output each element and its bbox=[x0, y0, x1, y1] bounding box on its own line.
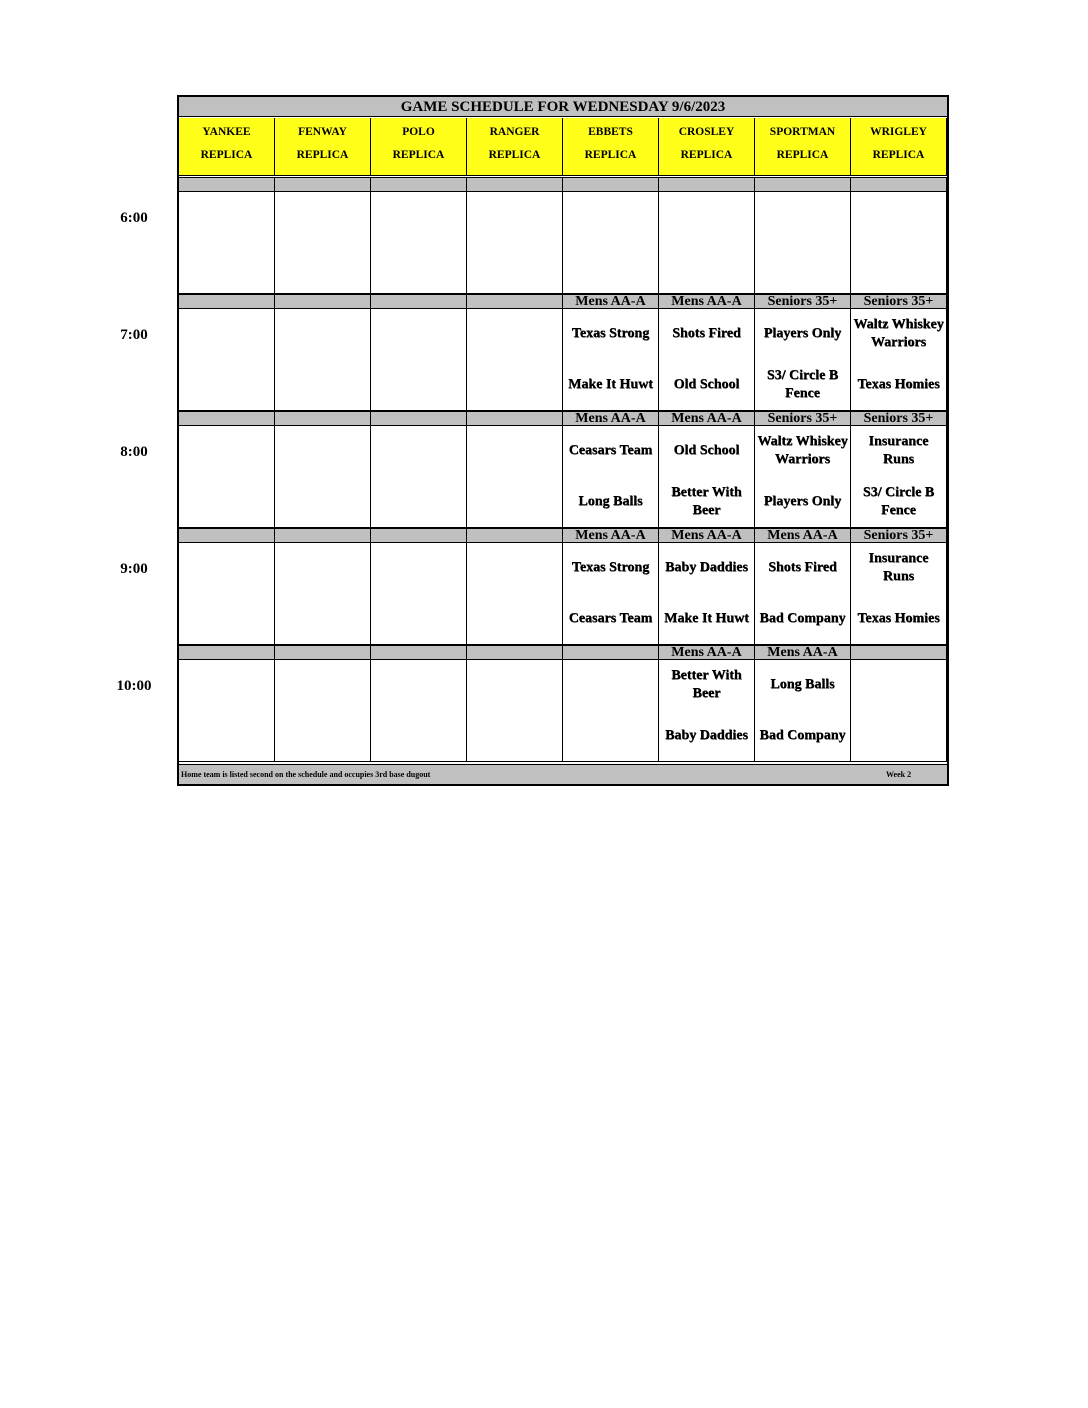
game-cell bbox=[851, 192, 947, 294]
game-cell bbox=[755, 309, 851, 411]
game-cell bbox=[371, 192, 467, 294]
time-label: 10:00 bbox=[116, 678, 152, 694]
division-label: Seniors 35+ bbox=[851, 411, 947, 426]
field-name: YANKEE bbox=[202, 126, 251, 138]
game-cell bbox=[467, 192, 563, 294]
game-cell bbox=[275, 543, 371, 645]
game-cell bbox=[371, 309, 467, 411]
division-label bbox=[371, 177, 467, 192]
field-header-yankee bbox=[179, 118, 275, 176]
division-label bbox=[179, 528, 275, 543]
game-cell bbox=[659, 543, 755, 645]
game-cell bbox=[851, 426, 947, 528]
field-name: SPORTMAN bbox=[769, 126, 836, 138]
division-label: Seniors 35+ bbox=[755, 294, 851, 309]
game-cell bbox=[467, 309, 563, 411]
home-team: Make It Huwt bbox=[568, 377, 653, 392]
division-label bbox=[179, 177, 275, 192]
game-cell bbox=[659, 192, 755, 294]
visiting-team: Long Balls bbox=[770, 677, 835, 692]
game-cell bbox=[179, 660, 275, 762]
field-subtitle: REPLICA bbox=[296, 149, 349, 161]
game-cell bbox=[275, 426, 371, 528]
division-label: Mens AA-A bbox=[659, 528, 755, 543]
game-cell bbox=[179, 543, 275, 645]
home-team: Bad Company bbox=[759, 611, 846, 626]
division-label: Mens AA-A bbox=[563, 411, 659, 426]
field-subtitle: REPLICA bbox=[200, 149, 253, 161]
game-cell bbox=[371, 543, 467, 645]
game-cell bbox=[563, 543, 659, 645]
visiting-team: Baby Daddies bbox=[665, 560, 748, 575]
home-team: Better With Beer bbox=[671, 485, 742, 518]
field-subtitle: REPLICA bbox=[488, 149, 541, 161]
home-team: Texas Homies bbox=[857, 377, 940, 392]
game-cell bbox=[659, 309, 755, 411]
field-subtitle: REPLICA bbox=[584, 149, 637, 161]
home-team: S3/ Circle B Fence bbox=[766, 368, 839, 401]
division-label bbox=[275, 294, 371, 309]
division-label bbox=[851, 645, 947, 660]
visiting-team: Shots Fired bbox=[672, 326, 741, 341]
game-cell bbox=[659, 660, 755, 762]
division-label bbox=[275, 528, 371, 543]
visiting-team: Ceasars Team bbox=[568, 443, 653, 458]
home-team: Long Balls bbox=[578, 494, 643, 509]
division-label bbox=[179, 645, 275, 660]
field-header-crosley bbox=[659, 118, 755, 176]
division-label: Mens AA-A bbox=[755, 528, 851, 543]
field-name: EBBETS bbox=[588, 126, 633, 138]
visiting-team: Better With Beer bbox=[671, 668, 742, 701]
division-label: Mens AA-A bbox=[563, 528, 659, 543]
game-cell bbox=[275, 309, 371, 411]
time-label: 9:00 bbox=[120, 561, 148, 577]
division-label bbox=[371, 294, 467, 309]
time-label: 8:00 bbox=[120, 444, 148, 460]
game-cell bbox=[563, 192, 659, 294]
field-header-ranger bbox=[467, 118, 563, 176]
game-cell bbox=[851, 543, 947, 645]
home-team: Make It Huwt bbox=[664, 611, 749, 626]
division-label bbox=[467, 528, 563, 543]
visiting-team: Insurance Runs bbox=[868, 551, 929, 584]
visiting-team: Shots Fired bbox=[768, 560, 837, 575]
home-team: Baby Daddies bbox=[665, 728, 748, 743]
division-label: Mens AA-A bbox=[563, 294, 659, 309]
home-team: Players Only bbox=[763, 494, 842, 509]
division-label bbox=[371, 411, 467, 426]
field-name: POLO bbox=[402, 126, 435, 138]
field-name: WRIGLEY bbox=[870, 126, 927, 138]
game-cell bbox=[179, 192, 275, 294]
field-header-fenway bbox=[275, 118, 371, 176]
division-label bbox=[467, 294, 563, 309]
division-label bbox=[563, 645, 659, 660]
division-label bbox=[275, 645, 371, 660]
schedule-title: GAME SCHEDULE FOR WEDNESDAY 9/6/2023 bbox=[179, 97, 947, 117]
visiting-team: Players Only bbox=[763, 326, 842, 341]
game-cell bbox=[851, 309, 947, 411]
division-label bbox=[275, 177, 371, 192]
home-team: Texas Homies bbox=[857, 611, 940, 626]
game-cell bbox=[467, 426, 563, 528]
home-team: Old School bbox=[673, 377, 740, 392]
game-cell bbox=[275, 192, 371, 294]
visiting-team: Old School bbox=[673, 443, 740, 458]
home-team: S3/ Circle B Fence bbox=[862, 485, 935, 518]
schedule-footer bbox=[179, 764, 947, 784]
game-cell bbox=[275, 660, 371, 762]
visiting-team: Insurance Runs bbox=[868, 434, 929, 467]
game-cell bbox=[755, 543, 851, 645]
division-label bbox=[179, 411, 275, 426]
division-label bbox=[563, 177, 659, 192]
division-label: Seniors 35+ bbox=[851, 294, 947, 309]
week-label: Week 2 bbox=[886, 770, 912, 779]
game-cell bbox=[755, 426, 851, 528]
field-name: FENWAY bbox=[298, 126, 347, 138]
field-header-polo bbox=[371, 118, 467, 176]
visiting-team: Waltz Whiskey Warriors bbox=[757, 434, 848, 467]
division-label bbox=[659, 177, 755, 192]
division-label bbox=[467, 411, 563, 426]
division-label bbox=[467, 645, 563, 660]
division-label bbox=[467, 177, 563, 192]
field-subtitle: REPLICA bbox=[776, 149, 829, 161]
game-cell bbox=[659, 426, 755, 528]
visiting-team: Texas Strong bbox=[571, 560, 650, 575]
division-label: Mens AA-A bbox=[659, 294, 755, 309]
time-label: 6:00 bbox=[120, 210, 148, 226]
division-label bbox=[275, 411, 371, 426]
visiting-team: Texas Strong bbox=[571, 326, 650, 341]
game-cell bbox=[563, 660, 659, 762]
game-cell bbox=[179, 426, 275, 528]
field-header-sportman bbox=[755, 118, 851, 176]
game-cell bbox=[371, 660, 467, 762]
game-cell bbox=[371, 426, 467, 528]
field-name: CROSLEY bbox=[678, 126, 735, 138]
division-label bbox=[371, 645, 467, 660]
division-label bbox=[371, 528, 467, 543]
field-subtitle: REPLICA bbox=[392, 149, 445, 161]
game-cell bbox=[563, 426, 659, 528]
home-team: Ceasars Team bbox=[568, 611, 653, 626]
division-label: Seniors 35+ bbox=[851, 528, 947, 543]
game-cell bbox=[467, 660, 563, 762]
division-label: Mens AA-A bbox=[659, 411, 755, 426]
time-label: 7:00 bbox=[120, 327, 148, 343]
division-label bbox=[755, 177, 851, 192]
division-label bbox=[851, 177, 947, 192]
game-cell bbox=[179, 309, 275, 411]
footer-note: Home team is listed second on the schedule and occupies 3rd base dugout bbox=[181, 770, 431, 779]
home-team: Bad Company bbox=[759, 728, 846, 743]
division-label: Mens AA-A bbox=[659, 645, 755, 660]
field-header-ebbets bbox=[563, 118, 659, 176]
game-cell bbox=[755, 192, 851, 294]
visiting-team: Waltz Whiskey Warriors bbox=[853, 317, 944, 350]
game-cell bbox=[755, 660, 851, 762]
division-label: Seniors 35+ bbox=[755, 411, 851, 426]
game-cell bbox=[851, 660, 947, 762]
field-subtitle: REPLICA bbox=[872, 149, 925, 161]
field-name: RANGER bbox=[489, 126, 540, 138]
game-cell bbox=[563, 309, 659, 411]
division-label: Mens AA-A bbox=[755, 645, 851, 660]
field-subtitle: REPLICA bbox=[680, 149, 733, 161]
game-cell bbox=[467, 543, 563, 645]
division-label bbox=[179, 294, 275, 309]
field-header-wrigley bbox=[851, 118, 947, 176]
